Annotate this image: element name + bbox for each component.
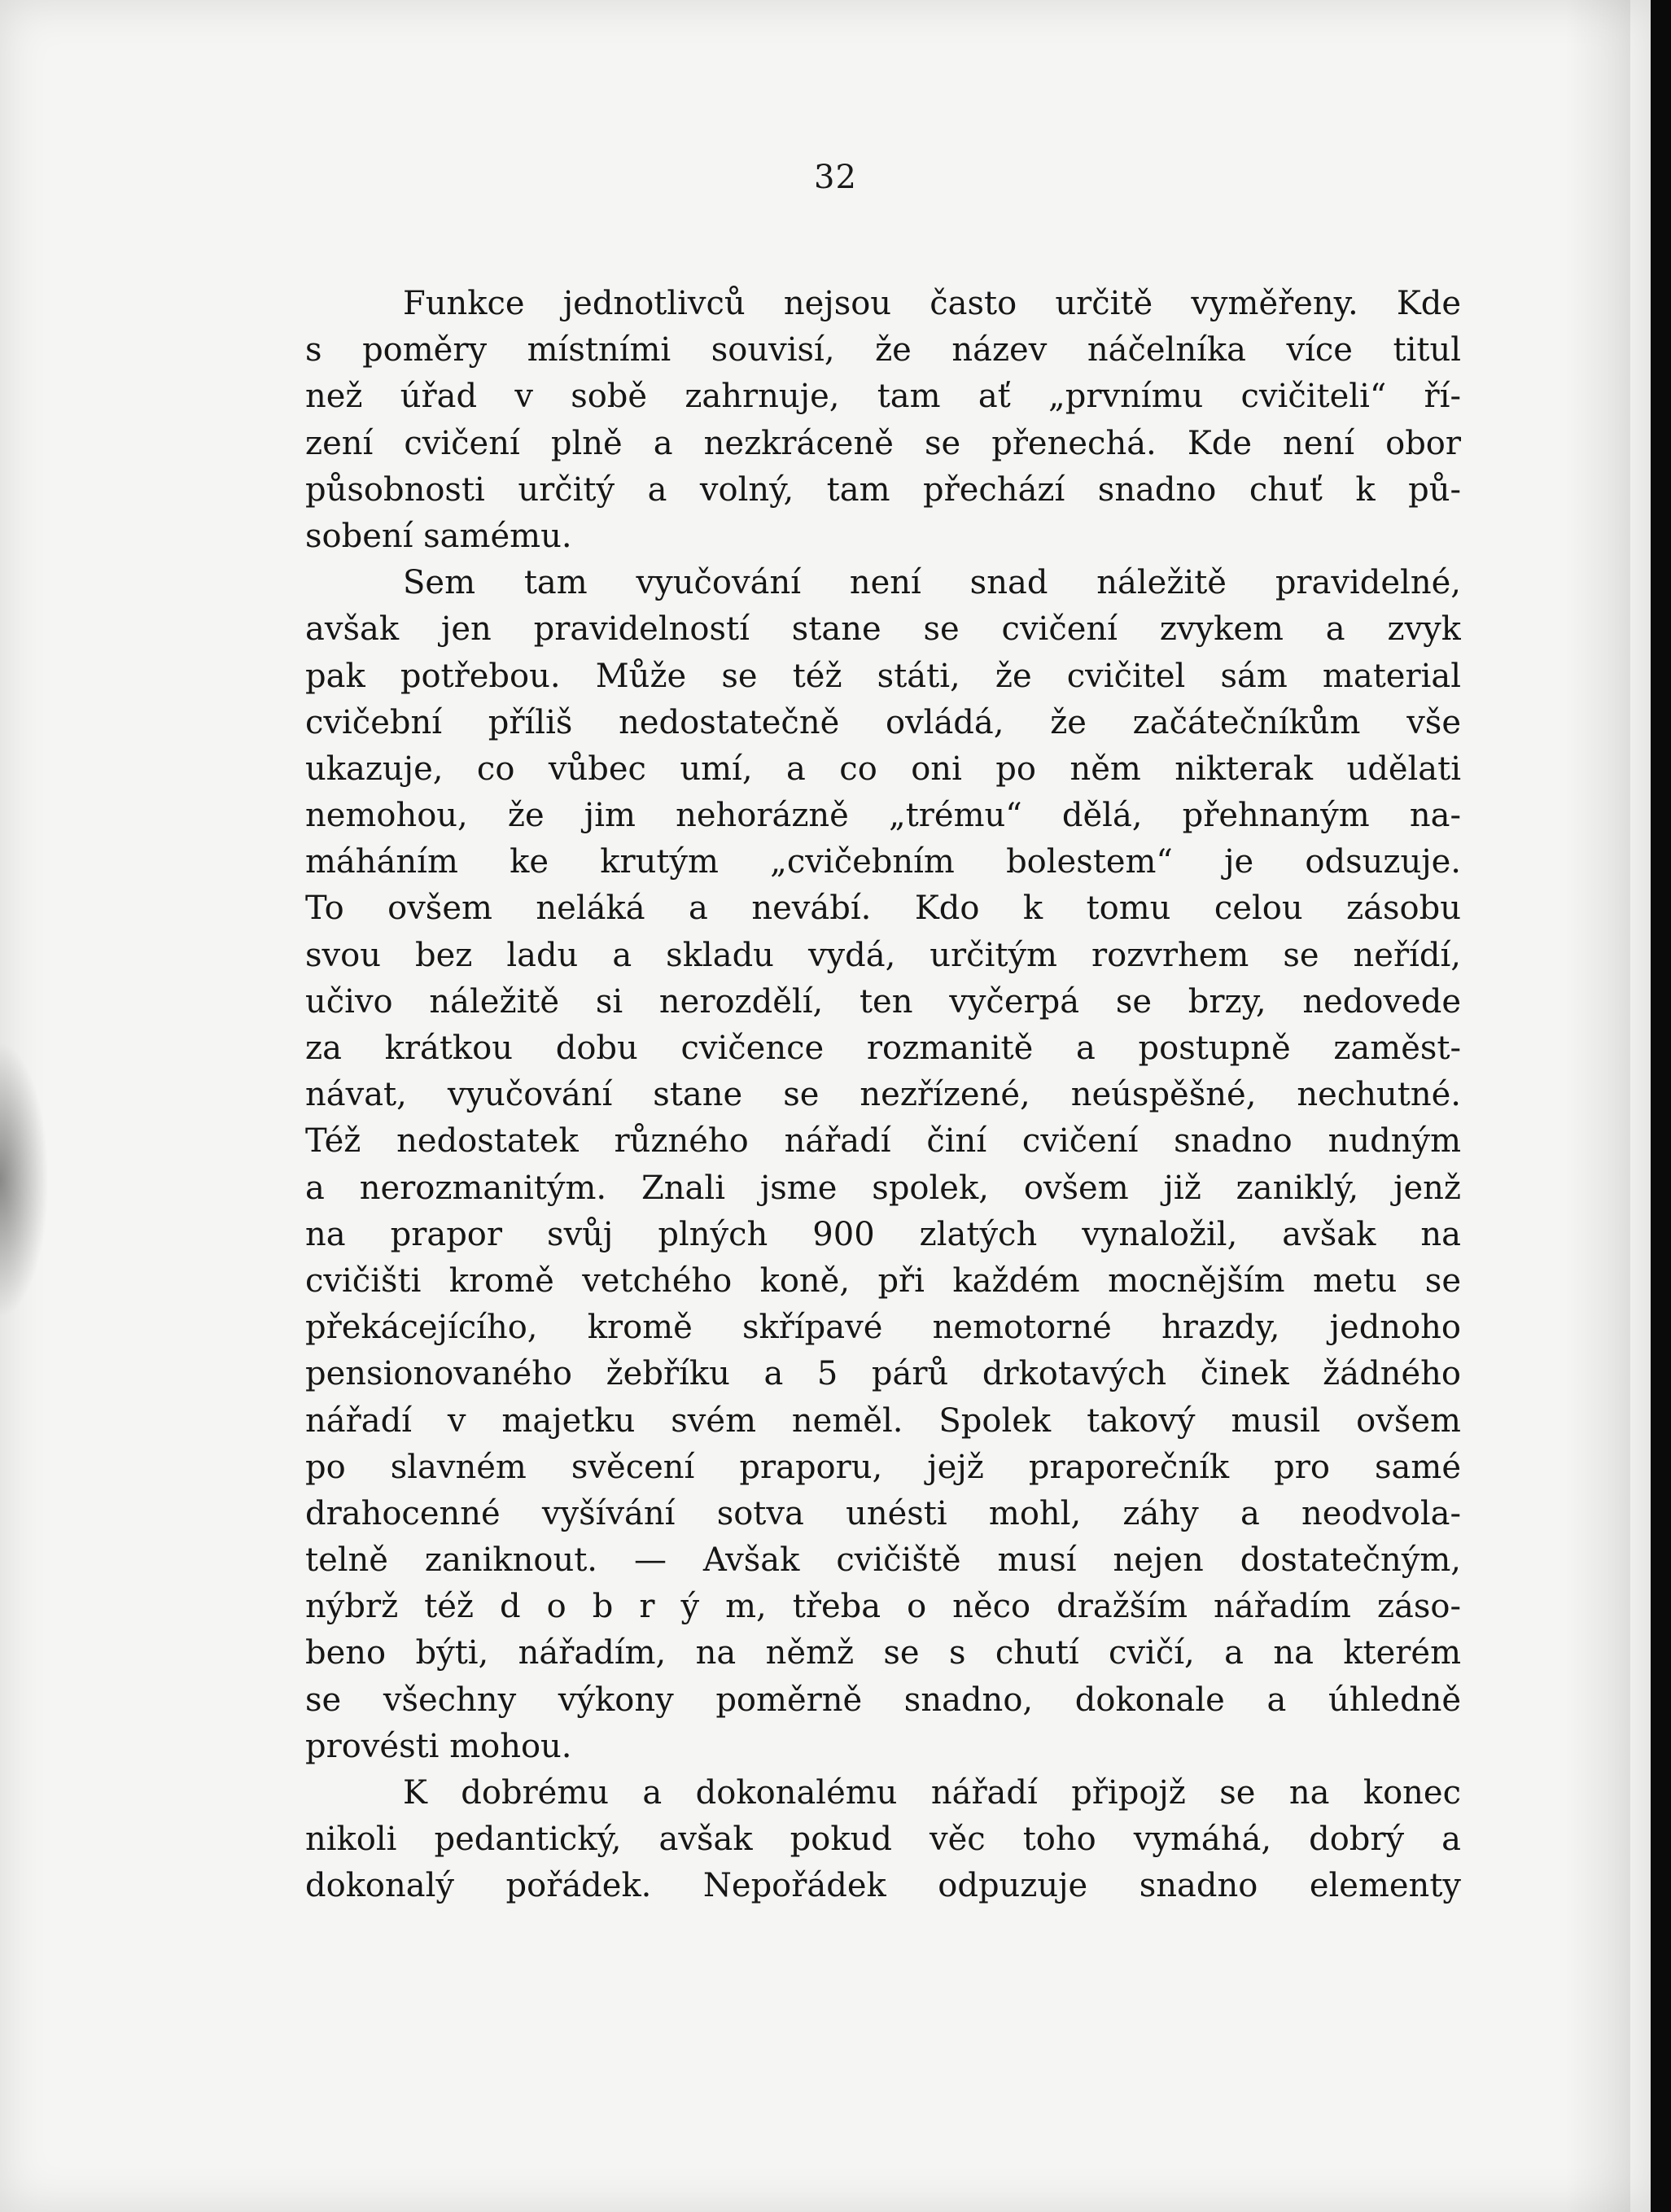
text-line: cvičební příliš nedostatečně ovládá, že začátečníkům vše: [305, 703, 1461, 741]
text-line: beno býti, nářadím, na němž se s chutí cvičí, a na kterém: [305, 1634, 1461, 1672]
body-text: [305, 281, 1461, 1910]
text-line: po slavném svěcení praporu, jejž praporečník pro samé: [305, 1448, 1461, 1486]
text-line: nemohou, že jim nehorázně „trému“ dělá, přehnaným na-: [305, 797, 1461, 835]
text-line: než úřad v sobě zahrnuje, tam ať „prvnímu cvičiteli“ ří-: [305, 378, 1461, 416]
text-line: návat, vyučování stane se nezřízené, neúspěšné, nechutné.: [305, 1076, 1461, 1114]
text-line: provésti mohou.: [305, 1727, 572, 1765]
text-line: a nerozmanitým. Znali jsme spolek, ovšem již zaniklý, jenž: [305, 1169, 1461, 1207]
text-line: To ovšem neláká a nevábí. Kdo k tomu celou zásobu: [305, 890, 1461, 928]
page-smudge: [0, 1042, 49, 1318]
text-line: za krátkou dobu cvičence rozmanitě a postupně zaměst-: [305, 1029, 1461, 1067]
text-line: avšak jen pravidelností stane se cvičení zvykem a zvyk: [305, 610, 1461, 649]
text-line: učivo náležitě si nerozdělí, ten vyčerpá se brzy, nedovede: [305, 982, 1461, 1021]
text-line: s poměry místními souvisí, že název náčelníka více titul: [305, 331, 1461, 369]
text-line: pensionovaného žebříku a 5 párů drkotavých činek žádného: [305, 1355, 1461, 1393]
text-line: zení cvičení plně a nezkráceně se přenechá. Kde není obor: [305, 424, 1461, 462]
text-line: ukazuje, co vůbec umí, a co oni po něm nikterak udělati: [305, 750, 1461, 788]
text-line: Sem tam vyučování není snad náležitě pravidelné,: [403, 564, 1461, 602]
text-line: máháním ke krutým „cvičebním bolestem“ je odsuzuje.: [305, 843, 1461, 881]
text-line: cvičišti kromě vetchého koně, při každém mocnějším metu se: [305, 1261, 1461, 1300]
text-line: nářadí v majetku svém neměl. Spolek takový musil ovšem: [305, 1401, 1461, 1440]
text-line: sobení samému.: [305, 517, 572, 555]
text-line: nikoli pedantický, avšak pokud věc toho vymáhá, dobrý a: [305, 1821, 1461, 1859]
text-line: telně zaniknout. — Avšak cvičiště musí nejen dostatečným,: [305, 1541, 1461, 1580]
text-line: se všechny výkony poměrně snadno, dokonale a úhledně: [305, 1681, 1461, 1719]
text-line: K dobrému a dokonalému nářadí připojž se na konec: [403, 1774, 1461, 1812]
text-line: nýbrž též d o b r ý m, třeba o něco dražším nářadím záso-: [305, 1588, 1461, 1626]
text-line: působnosti určitý a volný, tam přechází snadno chuť k pů-: [305, 470, 1461, 509]
page-edge-shadow: [1565, 0, 1630, 2212]
text-line: Funkce jednotlivců nejsou často určitě vyměřeny. Kde: [403, 285, 1461, 322]
text-line: drahocenné vyšívání sotva unésti mohl, záhy a neodvola-: [305, 1494, 1461, 1532]
text-line: Též nedostatek různého nářadí činí cvičení snadno nudným: [305, 1122, 1461, 1161]
text-line: dokonalý pořádek. Nepořádek odpuzuje snadno elementy: [305, 1867, 1461, 1905]
page-number: 32: [814, 159, 857, 196]
scan-border: [1651, 0, 1671, 2212]
text-line: překácejícího, kromě skřípavé nemotorné hrazdy, jednoho: [305, 1309, 1461, 1347]
text-line: pak potřebou. Může se též státi, že cvičitel sám material: [305, 657, 1461, 695]
text-line: na prapor svůj plných 900 zlatých vynaložil, avšak na: [305, 1215, 1461, 1253]
text-line: svou bez ladu a skladu vydá, určitým rozvrhem se neřídí,: [305, 936, 1461, 974]
